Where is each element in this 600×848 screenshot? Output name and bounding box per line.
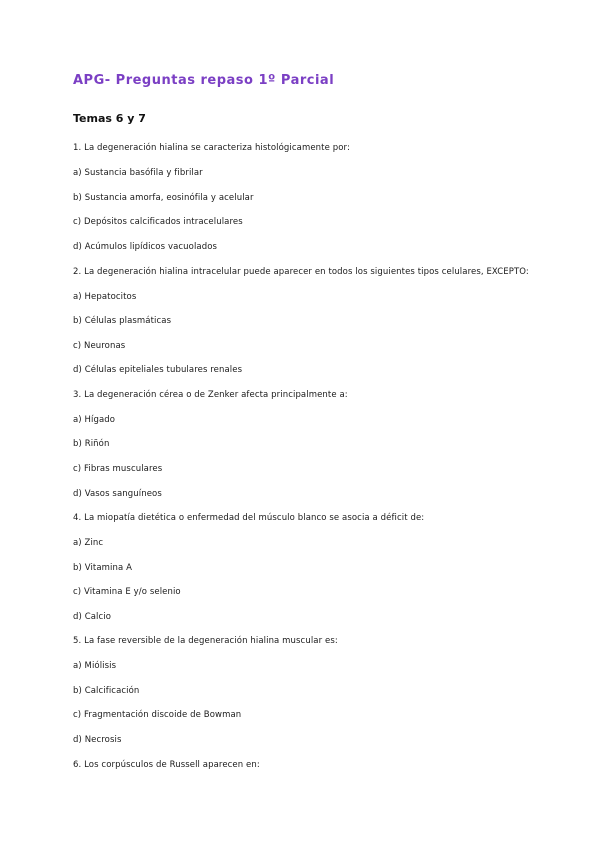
question-2: 2. La degeneración hialina intracelular puede aparecer en todos los siguientes tipos celulares, EXCEPTO: — [73, 267, 529, 277]
answer-option: b) Riñón — [73, 439, 110, 449]
answer-option: d) Calcio — [73, 612, 112, 622]
answer-option: b) Células plasmáticas — [73, 316, 172, 326]
answer-option: b) Vitamina A — [73, 563, 132, 573]
answer-option: b) Sustancia amorfa, eosinófila y acelular — [73, 193, 254, 203]
answer-option: d) Acúmulos lipídicos vacuolados — [73, 242, 218, 252]
answer-option: d) Necrosis — [73, 735, 122, 745]
answer-option: c) Neuronas — [73, 341, 126, 351]
question-3: 3. La degeneración cérea o de Zenker afecta principalmente a: — [73, 390, 348, 400]
question-4: 4. La miopatía dietética o enfermedad del músculo blanco se asocia a déficit de: — [73, 513, 425, 523]
answer-option: c) Fibras musculares — [73, 464, 163, 474]
document-title: APG- Preguntas repaso 1º Parcial — [73, 73, 335, 88]
answer-option: c) Fragmentación discoide de Bowman — [73, 710, 242, 720]
answer-option: a) Hepatocitos — [73, 292, 137, 302]
answer-option: c) Depósitos calcificados intracelulares — [73, 217, 243, 227]
answer-option: a) Sustancia basófila y fibrilar — [73, 168, 203, 178]
answer-option: a) Miólisis — [73, 661, 117, 671]
question-1: 1. La degeneración hialina se caracteriza histológicamente por: — [73, 143, 350, 153]
answer-option: a) Zinc — [73, 538, 104, 548]
answer-option: d) Vasos sanguíneos — [73, 489, 162, 499]
question-6: 6. Los corpúsculos de Russell aparecen en: — [73, 760, 260, 770]
answer-option: a) Hígado — [73, 415, 116, 425]
answer-option: b) Calcificación — [73, 686, 140, 696]
section-heading: Temas 6 y 7 — [73, 112, 146, 125]
answer-option: d) Células epiteliales tubulares renales — [73, 365, 243, 375]
answer-option: c) Vitamina E y/o selenio — [73, 587, 181, 597]
question-5: 5. La fase reversible de la degeneración hialina muscular es: — [73, 636, 338, 646]
